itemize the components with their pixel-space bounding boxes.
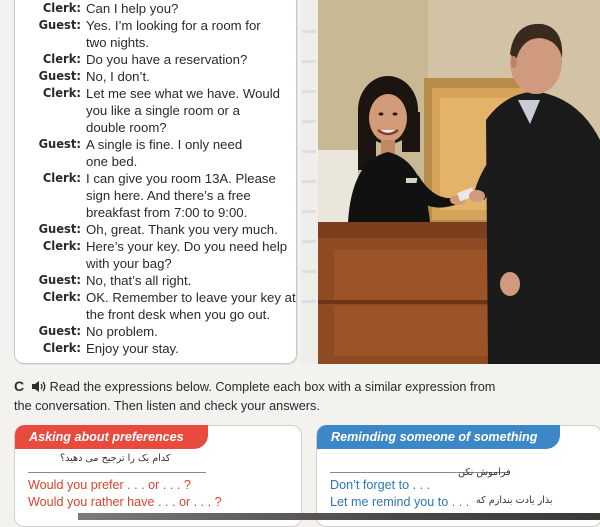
speaker-label: Clerk:	[42, 86, 81, 101]
dialogue-turn	[15, 221, 285, 238]
dialogue-turn	[15, 17, 285, 51]
dialogue-text-line: double room?	[86, 120, 167, 135]
dialogue-text	[86, 17, 261, 51]
dialogue-text	[86, 0, 178, 17]
dialogue-text-line: No, that’s all right.	[86, 273, 192, 288]
reception-illustration	[318, 0, 600, 364]
reminding-expression-1: Don’t forget to . . .	[330, 478, 431, 492]
handwritten-note-reminding-1: فراموش نکن	[458, 467, 511, 478]
dialogue-text-line: one bed.	[86, 154, 138, 169]
dialogue-text-line: Let me see what we have. Would	[86, 86, 281, 101]
dialogue-text-line: No problem.	[86, 324, 158, 339]
dialogue-text	[86, 289, 296, 323]
speaker-label: Clerk:	[42, 1, 81, 16]
speaker-label: Guest:	[38, 137, 81, 152]
dialogue-text	[86, 323, 158, 340]
dialogue-text	[86, 238, 287, 272]
dialogue-turn	[15, 170, 285, 221]
dialogue-text-line: the front desk when you go out.	[86, 307, 271, 322]
reminding-box-title: Reminding someone of something	[317, 425, 560, 449]
dialogue-turn	[15, 51, 285, 68]
speaker-label: Guest:	[38, 222, 81, 237]
instruction-text-line1: Read the expressions below. Complete each box with a similar expression from	[49, 380, 496, 394]
speaker-label: Guest:	[38, 18, 81, 33]
dialogue-text-line: No, I don’t.	[86, 69, 150, 84]
dialogue-text	[86, 221, 278, 238]
section-c-instructions	[14, 378, 574, 415]
preferences-box-title: Asking about preferences	[15, 425, 208, 449]
speaker-label: Guest:	[38, 324, 81, 339]
dialogue-text	[86, 85, 280, 136]
dialogue-turn	[15, 238, 288, 272]
dialogue-turn	[15, 289, 296, 323]
dialogue-text-line: Here’s your key. Do you need help	[86, 239, 288, 254]
speaker-label: Clerk:	[42, 341, 81, 356]
dialogue-turn	[15, 272, 285, 289]
reminding-expression-2: Let me remind you to . . .	[330, 495, 470, 509]
dialogue-text	[86, 340, 179, 357]
speaker-label: Guest:	[38, 273, 81, 288]
dialogue-text-line: I can give you room 13A. Please	[86, 171, 276, 186]
dialogue-text-line: Do you have a reservation?	[86, 52, 248, 67]
speaker-label: Guest:	[38, 69, 81, 84]
dialogue-turn	[15, 68, 285, 85]
dialogue-turn	[15, 85, 285, 136]
section-letter: C	[14, 378, 25, 394]
hotel-reception-photo	[318, 0, 600, 364]
dialogue-text	[86, 68, 150, 85]
dialogue-text-line: breakfast from 7:00 to 9:00.	[86, 205, 248, 220]
speaker-label: Clerk:	[42, 171, 81, 186]
answer-blank-preferences[interactable]	[28, 472, 206, 473]
dialogue-text-line: sign here. And there’s a free	[86, 188, 251, 203]
dialogue-text	[86, 272, 191, 289]
speaker-label: Clerk:	[42, 52, 81, 67]
dialogue-turn	[15, 136, 285, 170]
speaker-icon[interactable]	[31, 380, 47, 398]
dialogue-text-line: A single is fine. I only need	[86, 137, 243, 152]
dialogue-text-line: Yes. I’m looking for a room for	[86, 18, 261, 33]
handwritten-note-preferences: کدام یک را ترجیح می دهید؟	[60, 453, 171, 464]
dialogue-text-line: Can I help you?	[86, 1, 179, 16]
dialogue-text-line: Oh, great. Thank you very much.	[86, 222, 278, 237]
speaker-label: Clerk:	[42, 290, 81, 305]
dialogue-text	[86, 51, 247, 68]
dialogue-text-line: Enjoy your stay.	[86, 341, 179, 356]
dialogue-text-line: two nights.	[86, 35, 150, 50]
preference-expression-1: Would you prefer . . . or . . . ?	[28, 478, 191, 492]
scan-edge-strip	[78, 513, 600, 520]
page-edge	[300, 0, 318, 364]
instruction-text-line2: the conversation. Then listen and check your answers.	[14, 399, 320, 413]
dialogue-text	[86, 170, 276, 221]
speaker-label: Clerk:	[42, 239, 81, 254]
preference-expression-2: Would you rather have . . . or . . . ?	[28, 495, 222, 509]
dialogue-text-line: you like a single room or a	[86, 103, 240, 118]
dialogue-text-line: with your bag?	[86, 256, 172, 271]
dialogue-turn	[15, 340, 285, 357]
dialogue-turn	[15, 323, 285, 340]
dialogue-turn	[15, 0, 285, 17]
dialogue-text-line: OK. Remember to leave your key at	[86, 290, 296, 305]
dialogue-card	[14, 0, 297, 364]
handwritten-note-reminding-2: بذار یادت بندازم که	[476, 495, 553, 506]
dialogue-text	[86, 136, 242, 170]
